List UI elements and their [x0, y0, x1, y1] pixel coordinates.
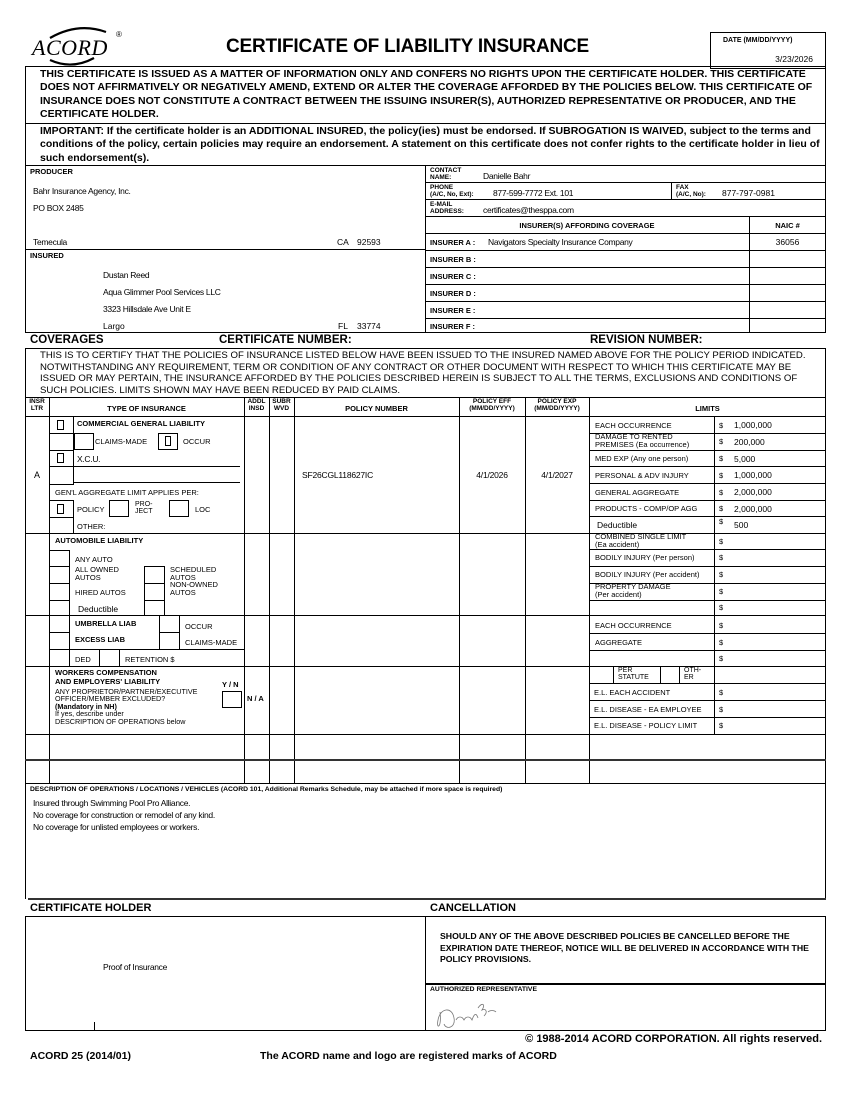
authorized-rep-label: AUTHORIZED REPRESENTATIVE [430, 986, 537, 993]
wc-limit-label-2: E.L. DISEASE - POLICY LIMIT [594, 721, 698, 730]
insured-label: INSURED [30, 251, 64, 260]
wc-limit-label-0: E.L. EACH ACCIDENT [594, 688, 671, 697]
producer-state: CA [337, 237, 349, 247]
disclaimer-box [25, 66, 826, 124]
header-insr-ltr: INSR LTR [29, 398, 45, 412]
contact-name: Danielle Bahr [483, 171, 531, 181]
phone-label: PHONE (A/C, No, Ext): [430, 184, 474, 198]
insurers-header: INSURER(S) AFFORDING COVERAGE [519, 221, 655, 230]
yn-label: Y / N [222, 680, 239, 689]
revision-number-label: REVISION NUMBER: [590, 334, 703, 346]
gl-limit-value-0: 1,000,000 [734, 420, 772, 430]
header-exp: POLICY EXP (MM/DD/YYYY) [534, 398, 580, 412]
signature-image [432, 998, 502, 1032]
umbrella-occur-label: OCCUR [185, 622, 213, 631]
policy-checkbox[interactable] [57, 504, 64, 514]
date-label: DATE (MM/DD/YYYY) [723, 37, 793, 44]
copyright: © 1988-2014 ACORD CORPORATION. All rights reserved. [525, 1033, 822, 1045]
non-owned-autos-checkbox[interactable] [144, 583, 165, 601]
cancellation-text: SHOULD ANY OF THE ABOVE DESCRIBED POLICIES BE CANCELLED BEFORE THE EXPIRATION DATE THEREOF, NOTICE WILL BE DELIVERED IN ACCORDANCE WITH THE POLICY PROVISIONS. [440, 931, 809, 964]
insurer-b-label: INSURER B : [430, 255, 476, 264]
umbrella-limit-label-1: AGGREGATE [595, 638, 642, 647]
date-value: 3/23/2026 [775, 54, 813, 64]
currency-symbol: $ [719, 454, 724, 463]
auto-limit-label-1: BODILY INJURY (Per person) [595, 553, 695, 562]
gl-policy-exp: 4/1/2027 [541, 470, 573, 480]
insured-state: FL [338, 321, 348, 331]
other-label: OTHER: [77, 522, 106, 531]
disclaimer-text: THIS CERTIFICATE IS ISSUED AS A MATTER OF INFORMATION ONLY AND CONFERS NO RIGHTS UPON THE CERTIFICATE HOLDER. THIS CERTIFICATE DOES NOT AFFIRMATIVELY OR NEGATIVELY AMEND, EXTEND OR ALTER THE COVERAGE AFFORDED BY THE POLICIES BELOW. THIS CERTIFICATE OF INSURANCE DOES NOT CONSTITUTE A CONTRACT BETWEEN THE ISSUING INSURER(S), AUTHORIZED REPRESENTATIVE OR PRODUCER, AND THE CERTIFICATE HOLDER. [40, 68, 813, 120]
email-label: E-MAIL ADDRESS: [430, 201, 464, 215]
description-line-3: No coverage for unlisted employees or workers. [33, 822, 200, 832]
description-line-1: Insured through Swimming Pool Pro Alliance. [33, 798, 191, 808]
insurer-c-label: INSURER C : [430, 272, 476, 281]
producer-zip: 92593 [357, 237, 381, 247]
workers-excluded-checkbox[interactable] [222, 691, 242, 708]
currency-symbol: $ [719, 621, 724, 630]
currency-symbol: $ [719, 570, 724, 579]
insr-ltr-a: A [33, 470, 40, 480]
header-type: TYPE OF INSURANCE [107, 404, 186, 413]
producer-city: Temecula [33, 237, 67, 247]
currency-symbol: $ [719, 721, 724, 730]
coverages-statement-box [25, 348, 826, 398]
gl-limit-label-2: MED EXP (Any one person) [595, 454, 689, 463]
insured-city: Largo [103, 321, 125, 331]
scheduled-autos-checkbox[interactable] [144, 566, 165, 584]
gl-checkbox[interactable] [57, 420, 64, 430]
currency-symbol: $ [719, 517, 724, 526]
na-label: N / A [247, 694, 264, 703]
description-label: DESCRIPTION OF OPERATIONS / LOCATIONS / VEHICLES (ACORD 101, Additional Remarks Schedule, may be attached if more space is required) [30, 786, 503, 793]
contact-fax: 877-797-0981 [722, 188, 775, 198]
important-text: IMPORTANT: If the certificate holder is an ADDITIONAL INSURED, the policy(ies) must be endorsed. If SUBROGATION IS WAIVED, subject to the terms and conditions of the policy, certain policies may require an endorsement. A statement on this certificate does not confer rights to the certificate holder in lieu of such endorsement(s). [40, 125, 820, 164]
auto-title: AUTOMOBILE LIABILITY [55, 536, 144, 545]
xcu-checkbox[interactable] [57, 453, 64, 463]
umbrella-limit-label-0: EACH OCCURRENCE [595, 621, 672, 630]
date-box [710, 32, 826, 69]
contact-name-label: CONTACT NAME: [430, 167, 462, 181]
workers-question: ANY PROPRIETOR/PARTNER/EXECUTIVE OFFICER/MEMBER EXCLUDED? (Mandatory in NH) If yes, describe under DESCRIPTION OF OPERATIONS below [55, 687, 198, 726]
umbrella-claims-made-label: CLAIMS-MADE [185, 638, 238, 647]
policy-label: POLICY [77, 505, 105, 514]
claims-made-label: CLAIMS-MADE [95, 437, 148, 446]
currency-symbol: $ [719, 471, 724, 480]
loc-label: LOC [195, 505, 211, 514]
gl-limit-value-6: 500 [734, 520, 749, 530]
occur-checkbox-mark [165, 436, 171, 446]
workers-title: WORKERS COMPENSATION AND EMPLOYERS' LIABILITY [55, 668, 161, 686]
acord-logo [28, 24, 128, 68]
currency-symbol: $ [719, 421, 724, 430]
acord-logo-text: ACORD [32, 35, 108, 60]
contact-email: certificates@thesppa.com [483, 205, 574, 215]
registered-mark: ® [116, 30, 122, 39]
wc-limit-label-1: E.L. DISEASE - EA EMPLOYEE [594, 705, 702, 714]
certificate-number-label: CERTIFICATE NUMBER: [219, 334, 352, 346]
header-addl: ADDL INSD [247, 398, 266, 412]
retention-label: RETENTION $ [125, 655, 175, 664]
currency-symbol: $ [719, 638, 724, 647]
gl-limit-value-3: 1,000,000 [734, 470, 772, 480]
insurer-f-label: INSURER F : [430, 322, 475, 331]
excess-label: EXCESS LIAB [75, 635, 126, 644]
currency-symbol: $ [719, 488, 724, 497]
fax-label: FAX (A/C, No): [676, 184, 706, 198]
gl-limit-label-0: EACH OCCURRENCE [595, 421, 672, 430]
gl-limit-label-1: DAMAGE TO RENTED PREMISES (Ea occurrence) [595, 432, 690, 449]
per-statute-label: PER STATUTE [618, 667, 649, 681]
currency-symbol: $ [719, 603, 724, 612]
ded-label: DED [75, 655, 91, 664]
producer-address: PO BOX 2485 [33, 203, 84, 213]
currency-symbol: $ [719, 504, 724, 513]
auto-limit-label-0: COMBINED SINGLE LIMIT (Ea accident) [595, 532, 687, 549]
currency-symbol: $ [719, 688, 724, 697]
scheduled-autos-label: SCHEDULED AUTOS NON-OWNED AUTOS [170, 565, 218, 597]
header-policy-number: POLICY NUMBER [345, 404, 408, 413]
insured-name: Dustan Reed [103, 270, 150, 280]
gl-limit-value-4: 2,000,000 [734, 487, 772, 497]
claims-made-checkbox[interactable] [74, 433, 94, 450]
header-subr: SUBR WVD [272, 398, 291, 412]
currency-symbol: $ [719, 537, 724, 546]
gl-limit-label-5: PRODUCTS - COMP/OP AGG [595, 504, 698, 513]
any-auto-label: ANY AUTO [75, 555, 113, 564]
insurer-d-label: INSURER D : [430, 289, 476, 298]
producer-label: PRODUCER [30, 167, 73, 176]
insured-zip: 33774 [357, 321, 381, 331]
xcu-label: X.C.U. [77, 454, 101, 464]
auto-limit-label-3: PROPERTY DAMAGE (Per accident) [595, 582, 671, 599]
loc-checkbox[interactable] [169, 500, 189, 517]
certificate-holder-box [25, 916, 426, 1031]
insurer-a-name: Navigators Specialty Insurance Company [488, 237, 633, 247]
gl-limit-value-2: 5,000 [734, 454, 756, 464]
auto-extra-checkbox[interactable] [144, 600, 165, 616]
coverages-statement: THIS IS TO CERTIFY THAT THE POLICIES OF INSURANCE LISTED BELOW HAVE BEEN ISSUED TO THE INSURED NAMED ABOVE FOR THE POLICY PERIOD INDICATED. NOTWITHSTANDING ANY REQUIREMENT, TERM OR CONDITION OF ANY CONTRACT OR OTHER DOCUMENT WITH RESPECT TO WHICH THIS CERTIFICATE MAY BE ISSUED OR MAY PERTAIN, THE INSURANCE AFFORDED BY THE POLICIES DESCRIBED HEREIN IS SUBJECT TO ALL THE TERMS, EXCLUSIONS AND CONDITIONS OF SUCH POLICIES. LIMITS SHOWN MAY HAVE BEEN REDUCED BY PAID CLAIMS. [40, 350, 806, 396]
gl-limit-value-5: 2,000,000 [734, 504, 772, 514]
naic-header: NAIC # [775, 221, 800, 230]
currency-symbol: $ [719, 437, 724, 446]
description-line-2: No coverage for construction or remodel of any kind. [33, 810, 215, 820]
certificate-holder-value: Proof of Insurance [103, 962, 168, 972]
umbrella-label: UMBRELLA LIAB [75, 619, 137, 628]
gl-limit-value-1: 200,000 [734, 437, 765, 447]
currency-symbol: $ [719, 705, 724, 714]
project-label: PRO- JECT [135, 501, 153, 515]
trademark-notice: The ACORD name and logo are registered marks of ACORD [260, 1050, 557, 1062]
gl-policy-number: SF26CGL118627IC [302, 470, 374, 480]
header-eff: POLICY EFF (MM/DD/YYYY) [469, 398, 515, 412]
insurer-a-label: INSURER A : [430, 238, 476, 247]
contact-phone: 877-599-7772 Ext. 101 [493, 188, 574, 198]
insured-address: 3323 Hillsdale Ave Unit E [103, 304, 191, 314]
all-owned-label: ALL OWNED AUTOS [75, 565, 119, 582]
certificate-holder-label: CERTIFICATE HOLDER [30, 902, 152, 914]
producer-name: Bahr Insurance Agency, Inc. [33, 186, 131, 196]
auto-limit-label-2: BODILY INJURY (Per accident) [595, 570, 700, 579]
gl-agg-applies: GEN'L AGGREGATE LIMIT APPLIES PER: [55, 488, 199, 497]
cancellation-label: CANCELLATION [430, 902, 516, 914]
occur-label: OCCUR [183, 437, 211, 446]
gl-title: COMMERCIAL GENERAL LIABILITY [77, 419, 206, 428]
insured-company: Aqua Glimmer Pool Services LLC [103, 287, 221, 297]
currency-symbol: $ [719, 654, 724, 663]
gl-limit-label-4: GENERAL AGGREGATE [595, 488, 680, 497]
gl-policy-eff: 4/1/2026 [476, 470, 508, 480]
header-limits: LIMITS [695, 404, 720, 413]
important-box [25, 123, 826, 166]
page-title: CERTIFICATE OF LIABILITY INSURANCE [226, 36, 589, 57]
currency-symbol: $ [719, 587, 724, 596]
insurer-e-label: INSURER E : [430, 306, 476, 315]
hired-autos-label: HIRED AUTOS [75, 588, 126, 597]
currency-symbol: $ [719, 553, 724, 562]
coverages-label: COVERAGES [30, 334, 104, 346]
auto-deductible-label: Deductible [78, 604, 119, 614]
form-id: ACORD 25 (2014/01) [30, 1050, 131, 1062]
gl-limit-label-3: PERSONAL & ADV INJURY [595, 471, 689, 480]
project-checkbox[interactable] [109, 500, 129, 517]
other-statute-label: OTH- ER [684, 667, 702, 681]
gl-limit-label-6: Deductible [597, 520, 638, 530]
insurer-a-naic: 36056 [775, 237, 800, 247]
